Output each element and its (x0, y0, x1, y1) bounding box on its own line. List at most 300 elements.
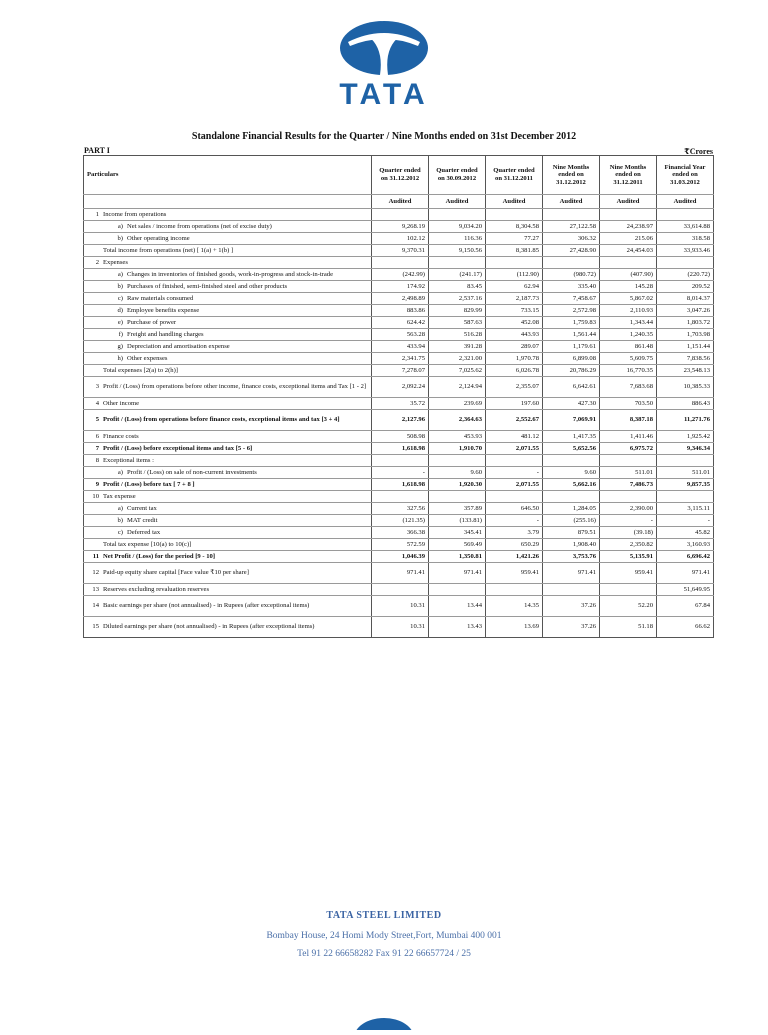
row-label: Profit / (Loss) before tax [ 7 + 8 ] (103, 480, 195, 488)
row-serial: 15 (92, 623, 99, 631)
value-cell: - (486, 515, 543, 527)
row-label-cell (84, 257, 372, 269)
value-cell: 879.51 (543, 527, 600, 539)
row-sub-index: f) (118, 330, 123, 338)
value-cell: 971.41 (543, 563, 600, 584)
column-header: Financial Year ended on 31.03.2012 (657, 156, 714, 195)
table-row (84, 584, 714, 596)
row-sub-index: e) (117, 318, 123, 326)
value-cell (429, 491, 486, 503)
table-row (84, 245, 714, 257)
value-cell: 37.26 (543, 596, 600, 617)
value-cell (372, 455, 429, 467)
row-label: Diluted earnings per share (not annualised) - in Rupees (after exceptional items) (103, 623, 315, 631)
row-label: Other operating income (127, 234, 190, 242)
value-cell: 83.45 (429, 281, 486, 293)
value-cell: 2,071.55 (486, 479, 543, 491)
table-row (84, 491, 714, 503)
row-serial: 2 (95, 258, 99, 266)
value-cell: 5,135.91 (600, 551, 657, 563)
value-cell: 452.08 (486, 317, 543, 329)
table-row (84, 341, 714, 353)
value-cell (543, 491, 600, 503)
value-cell: 51.18 (600, 617, 657, 638)
row-label: MAT credit (127, 516, 158, 524)
value-cell: 239.69 (429, 398, 486, 410)
value-cell: 51,649.95 (657, 584, 714, 596)
tata-emblem-icon (338, 20, 430, 76)
column-header-row (84, 156, 714, 195)
value-cell: 77.27 (486, 233, 543, 245)
value-cell: 1,920.30 (429, 479, 486, 491)
row-sub-index: h) (117, 354, 123, 362)
value-cell: 20,786.29 (543, 365, 600, 377)
value-cell: 1,421.26 (486, 551, 543, 563)
row-label-cell (84, 539, 372, 551)
value-cell (600, 491, 657, 503)
value-cell: 6,899.08 (543, 353, 600, 365)
value-cell: 27,122.58 (543, 221, 600, 233)
value-cell (486, 257, 543, 269)
value-cell: 9,150.56 (429, 245, 486, 257)
value-cell: 5,662.16 (543, 479, 600, 491)
value-cell: 52.20 (600, 596, 657, 617)
value-cell: 508.98 (372, 431, 429, 443)
blank-cell (84, 195, 372, 209)
column-header: Nine Months ended on 31.12.2012 (543, 156, 600, 195)
row-label-cell (84, 479, 372, 491)
value-cell: (121.35) (372, 515, 429, 527)
value-cell: 563.28 (372, 329, 429, 341)
row-label: Other income (103, 399, 140, 407)
value-cell: 9.60 (429, 467, 486, 479)
value-cell (600, 257, 657, 269)
value-cell: 1,417.35 (543, 431, 600, 443)
value-cell (372, 584, 429, 596)
row-label: Total tax expense [10(a) to 10(c)] (103, 540, 192, 548)
value-cell: 1,284.05 (543, 503, 600, 515)
value-cell: 24,454.03 (600, 245, 657, 257)
value-cell: 427.30 (543, 398, 600, 410)
value-cell: 10.31 (372, 617, 429, 638)
value-cell: 1,046.39 (372, 551, 429, 563)
value-cell: 9,268.19 (372, 221, 429, 233)
value-cell: 6,642.61 (543, 377, 600, 398)
row-label-cell (84, 233, 372, 245)
brand-wordmark: TATA (339, 78, 429, 111)
value-cell: 289.07 (486, 341, 543, 353)
value-cell (429, 584, 486, 596)
value-cell: 9,346.34 (657, 443, 714, 455)
row-label-cell (84, 209, 372, 221)
value-cell: 366.38 (372, 527, 429, 539)
value-cell: 24,238.97 (600, 221, 657, 233)
value-cell (543, 455, 600, 467)
row-sub-index: a) (117, 468, 123, 476)
row-serial: 12 (92, 569, 99, 577)
value-cell: 116.36 (429, 233, 486, 245)
table-row (84, 293, 714, 305)
value-cell: 646.50 (486, 503, 543, 515)
value-cell: 33,933.46 (657, 245, 714, 257)
value-cell: 318.58 (657, 233, 714, 245)
value-cell: 3,160.93 (657, 539, 714, 551)
audit-status: Audited (657, 195, 714, 209)
table-row (84, 365, 714, 377)
value-cell: 33,614.88 (657, 221, 714, 233)
value-cell (486, 584, 543, 596)
row-serial: 4 (95, 399, 99, 407)
value-cell: 6,696.42 (657, 551, 714, 563)
value-cell: 703.50 (600, 398, 657, 410)
row-label-cell (84, 317, 372, 329)
value-cell (486, 491, 543, 503)
row-serial: 1 (95, 210, 99, 218)
row-label: Deferred tax (127, 528, 161, 536)
row-sub-index: a) (117, 270, 123, 278)
table-row (84, 317, 714, 329)
row-label: Total income from operations (net) [ 1(a) + 1(b) ] (103, 246, 234, 254)
value-cell: 1,350.81 (429, 551, 486, 563)
value-cell: 572.59 (372, 539, 429, 551)
value-cell: 5,652.56 (543, 443, 600, 455)
value-cell: 215.06 (600, 233, 657, 245)
row-label: Basic earnings per share (not annualised) - in Rupees (after exceptional items) (103, 602, 310, 610)
table-row (84, 305, 714, 317)
value-cell: 209.52 (657, 281, 714, 293)
table-row (84, 281, 714, 293)
value-cell: 1,925.42 (657, 431, 714, 443)
footer-logo (0, 1010, 768, 1030)
value-cell: 9,034.20 (429, 221, 486, 233)
table-row (84, 269, 714, 281)
value-cell: 9.60 (543, 467, 600, 479)
value-cell (543, 209, 600, 221)
row-label: Income from operations (103, 210, 167, 218)
value-cell: 883.86 (372, 305, 429, 317)
value-cell: 3,047.26 (657, 305, 714, 317)
table-row (84, 527, 714, 539)
value-cell: - (657, 515, 714, 527)
value-cell: 3.79 (486, 527, 543, 539)
row-label-cell (84, 527, 372, 539)
value-cell: 62.94 (486, 281, 543, 293)
value-cell: 145.28 (600, 281, 657, 293)
value-cell (600, 209, 657, 221)
row-label-cell (84, 365, 372, 377)
value-cell: 37.26 (543, 617, 600, 638)
row-label: Profit / (Loss) on sale of non-current investments (127, 468, 257, 476)
value-cell: 1,343.44 (600, 317, 657, 329)
value-cell: 7,278.07 (372, 365, 429, 377)
value-cell: 650.29 (486, 539, 543, 551)
row-serial: 6 (95, 432, 99, 440)
value-cell: 886.43 (657, 398, 714, 410)
row-label: Profit / (Loss) from operations before finance costs, exceptional items and tax [3 + 4] (103, 416, 340, 424)
row-label-cell (84, 551, 372, 563)
value-cell (657, 491, 714, 503)
company-address: Bombay House, 24 Homi Mody Street,Fort, Mumbai 400 001 (266, 931, 502, 941)
row-label-cell (84, 410, 372, 431)
row-label: Changes in inventories of finished goods, work-in-progress and stock-in-trade (127, 270, 334, 278)
audit-status: Audited (600, 195, 657, 209)
value-cell: (242.99) (372, 269, 429, 281)
row-label-cell (84, 353, 372, 365)
table-row (84, 398, 714, 410)
value-cell: 66.62 (657, 617, 714, 638)
value-cell: 8,381.85 (486, 245, 543, 257)
column-header: Nine Months ended on 31.12.2011 (600, 156, 657, 195)
row-sub-index: b) (117, 282, 123, 290)
row-label: Expenses (103, 258, 128, 266)
value-cell: 511.01 (600, 467, 657, 479)
part-label: PART I (84, 146, 110, 155)
row-label-cell (84, 431, 372, 443)
value-cell: 9,857.35 (657, 479, 714, 491)
table-row (84, 410, 714, 431)
value-cell: 1,759.83 (543, 317, 600, 329)
row-label-cell (84, 467, 372, 479)
value-cell: 6,026.78 (486, 365, 543, 377)
table-row (84, 443, 714, 455)
row-serial: 11 (92, 552, 99, 560)
value-cell: 1,151.44 (657, 341, 714, 353)
value-cell (600, 584, 657, 596)
table-row (84, 209, 714, 221)
value-cell (429, 455, 486, 467)
table-row (84, 596, 714, 617)
audit-status: Audited (486, 195, 543, 209)
row-serial: 14 (92, 602, 99, 610)
value-cell: 306.32 (543, 233, 600, 245)
value-cell: 3,753.76 (543, 551, 600, 563)
table-row (84, 515, 714, 527)
row-label: Profit / (Loss) from operations before other income, finance costs, exceptional items and Tax [1 - 2] (103, 383, 367, 391)
value-cell: 733.15 (486, 305, 543, 317)
company-contact: Tel 91 22 66658282 Fax 91 22 66657724 / 25 (297, 949, 471, 959)
table-row (84, 617, 714, 638)
row-serial: 3 (95, 383, 99, 391)
row-label-cell (84, 455, 372, 467)
value-cell: 5,867.02 (600, 293, 657, 305)
value-cell (657, 209, 714, 221)
table-row (84, 377, 714, 398)
row-label-cell (84, 377, 372, 398)
value-cell: 1,703.98 (657, 329, 714, 341)
row-label-cell (84, 515, 372, 527)
unit-label: ₹Crores (684, 147, 713, 156)
value-cell: 1,411.46 (600, 431, 657, 443)
value-cell: 102.12 (372, 233, 429, 245)
value-cell: 2,187.73 (486, 293, 543, 305)
value-cell: 829.99 (429, 305, 486, 317)
column-header: Quarter ended on 30.09.2012 (429, 156, 486, 195)
value-cell: 2,127.96 (372, 410, 429, 431)
value-cell: (220.72) (657, 269, 714, 281)
row-label-cell (84, 503, 372, 515)
value-cell: 1,618.98 (372, 479, 429, 491)
value-cell: (255.16) (543, 515, 600, 527)
row-label-cell (84, 329, 372, 341)
table-row (84, 233, 714, 245)
value-cell: 861.48 (600, 341, 657, 353)
row-serial: 13 (92, 585, 99, 593)
value-cell: 8,304.58 (486, 221, 543, 233)
audit-status-row (84, 195, 714, 209)
value-cell: 624.42 (372, 317, 429, 329)
value-cell (486, 209, 543, 221)
row-label-cell (84, 245, 372, 257)
value-cell: 16,770.35 (600, 365, 657, 377)
table-row (84, 455, 714, 467)
value-cell: 327.56 (372, 503, 429, 515)
value-cell: 7,683.68 (600, 377, 657, 398)
table-row (84, 257, 714, 269)
row-label: Paid-up equity share capital [Face value ₹10 per share] (103, 569, 249, 577)
value-cell (372, 209, 429, 221)
value-cell: 3,115.11 (657, 503, 714, 515)
row-label: Reserves excluding revaluation reserves (103, 585, 210, 593)
value-cell: 2,341.75 (372, 353, 429, 365)
value-cell: 335.40 (543, 281, 600, 293)
value-cell: 357.89 (429, 503, 486, 515)
value-cell: 1,561.44 (543, 329, 600, 341)
row-sub-index: b) (117, 516, 123, 524)
value-cell: 2,572.98 (543, 305, 600, 317)
column-header: Quarter ended on 31.12.2012 (372, 156, 429, 195)
row-label-cell (84, 221, 372, 233)
value-cell: 174.92 (372, 281, 429, 293)
value-cell: 1,179.61 (543, 341, 600, 353)
table-row (84, 431, 714, 443)
value-cell: 10,385.33 (657, 377, 714, 398)
row-label-cell (84, 443, 372, 455)
row-label: Net sales / income from operations (net of excise duty) (127, 222, 272, 230)
value-cell: 67.84 (657, 596, 714, 617)
value-cell: 569.49 (429, 539, 486, 551)
value-cell: 9,370.31 (372, 245, 429, 257)
value-cell: 8,387.18 (600, 410, 657, 431)
row-label: Raw materials consumed (127, 294, 194, 302)
value-cell: 345.41 (429, 527, 486, 539)
row-label-cell (84, 341, 372, 353)
row-label: Purchase of power (127, 318, 177, 326)
row-label: Net Profit / (Loss) for the period [9 - 10] (103, 552, 216, 560)
value-cell: 2,350.82 (600, 539, 657, 551)
row-label: Other expenses (127, 354, 168, 362)
value-cell: 13.44 (429, 596, 486, 617)
value-cell: 35.72 (372, 398, 429, 410)
value-cell: (133.81) (429, 515, 486, 527)
table-row (84, 221, 714, 233)
value-cell: (241.17) (429, 269, 486, 281)
value-cell: 11,271.76 (657, 410, 714, 431)
value-cell (372, 257, 429, 269)
value-cell: 2,071.55 (486, 443, 543, 455)
row-label-cell (84, 398, 372, 410)
row-label-cell (84, 596, 372, 617)
value-cell: 971.41 (429, 563, 486, 584)
value-cell: 1,910.70 (429, 443, 486, 455)
value-cell: - (600, 515, 657, 527)
row-label: Exceptional items : (103, 456, 154, 464)
row-sub-index: b) (117, 234, 123, 242)
value-cell: 2,364.63 (429, 410, 486, 431)
row-label-cell (84, 305, 372, 317)
value-cell: 516.28 (429, 329, 486, 341)
value-cell: 2,321.00 (429, 353, 486, 365)
table-row (84, 479, 714, 491)
document-title: Standalone Financial Results for the Quarter / Nine Months ended on 31st December 2012 (191, 131, 577, 142)
row-sub-index: c) (117, 528, 123, 536)
value-cell: 45.82 (657, 527, 714, 539)
audit-status: Audited (543, 195, 600, 209)
value-cell: 433.94 (372, 341, 429, 353)
value-cell: - (372, 467, 429, 479)
value-cell: 391.28 (429, 341, 486, 353)
value-cell: 453.93 (429, 431, 486, 443)
row-label: Employee benefits expense (127, 306, 200, 314)
row-label: Tax expense (103, 492, 136, 500)
row-label-cell (84, 563, 372, 584)
row-label-cell (84, 584, 372, 596)
value-cell (429, 257, 486, 269)
value-cell: 971.41 (657, 563, 714, 584)
value-cell (372, 491, 429, 503)
value-cell: 587.63 (429, 317, 486, 329)
row-label-cell (84, 269, 372, 281)
value-cell: 2,537.16 (429, 293, 486, 305)
row-serial: 8 (95, 456, 99, 464)
row-label: Total expenses [2(a) to 2(h)] (103, 366, 178, 374)
value-cell: 2,390.00 (600, 503, 657, 515)
row-label-cell (84, 617, 372, 638)
value-cell: 5,609.75 (600, 353, 657, 365)
table-row (84, 353, 714, 365)
row-label: Profit / (Loss) before exceptional items and tax [5 - 6] (103, 444, 253, 452)
value-cell: 959.41 (486, 563, 543, 584)
table-row (84, 329, 714, 341)
value-cell: 13.69 (486, 617, 543, 638)
value-cell: 443.93 (486, 329, 543, 341)
audit-status: Audited (372, 195, 429, 209)
tata-emblem-icon (0, 1010, 768, 1030)
value-cell: 1,970.78 (486, 353, 543, 365)
value-cell: 511.01 (657, 467, 714, 479)
table-row (84, 551, 714, 563)
row-sub-index: a) (117, 222, 123, 230)
table-body (84, 209, 714, 638)
table-row (84, 503, 714, 515)
row-serial: 7 (95, 444, 99, 452)
value-cell: 2,110.93 (600, 305, 657, 317)
value-cell: 1,240.35 (600, 329, 657, 341)
value-cell: (112.90) (486, 269, 543, 281)
row-sub-index: c) (117, 294, 123, 302)
value-cell: 6,975.72 (600, 443, 657, 455)
company-name: TATA STEEL LIMITED (326, 910, 442, 921)
value-cell (657, 455, 714, 467)
value-cell: 959.41 (600, 563, 657, 584)
value-cell: 10.31 (372, 596, 429, 617)
value-cell (657, 257, 714, 269)
row-serial: 9 (95, 480, 99, 488)
value-cell (486, 455, 543, 467)
row-serial: 5 (95, 416, 99, 424)
value-cell: 1,618.98 (372, 443, 429, 455)
row-label-cell (84, 293, 372, 305)
value-cell: 2,498.89 (372, 293, 429, 305)
